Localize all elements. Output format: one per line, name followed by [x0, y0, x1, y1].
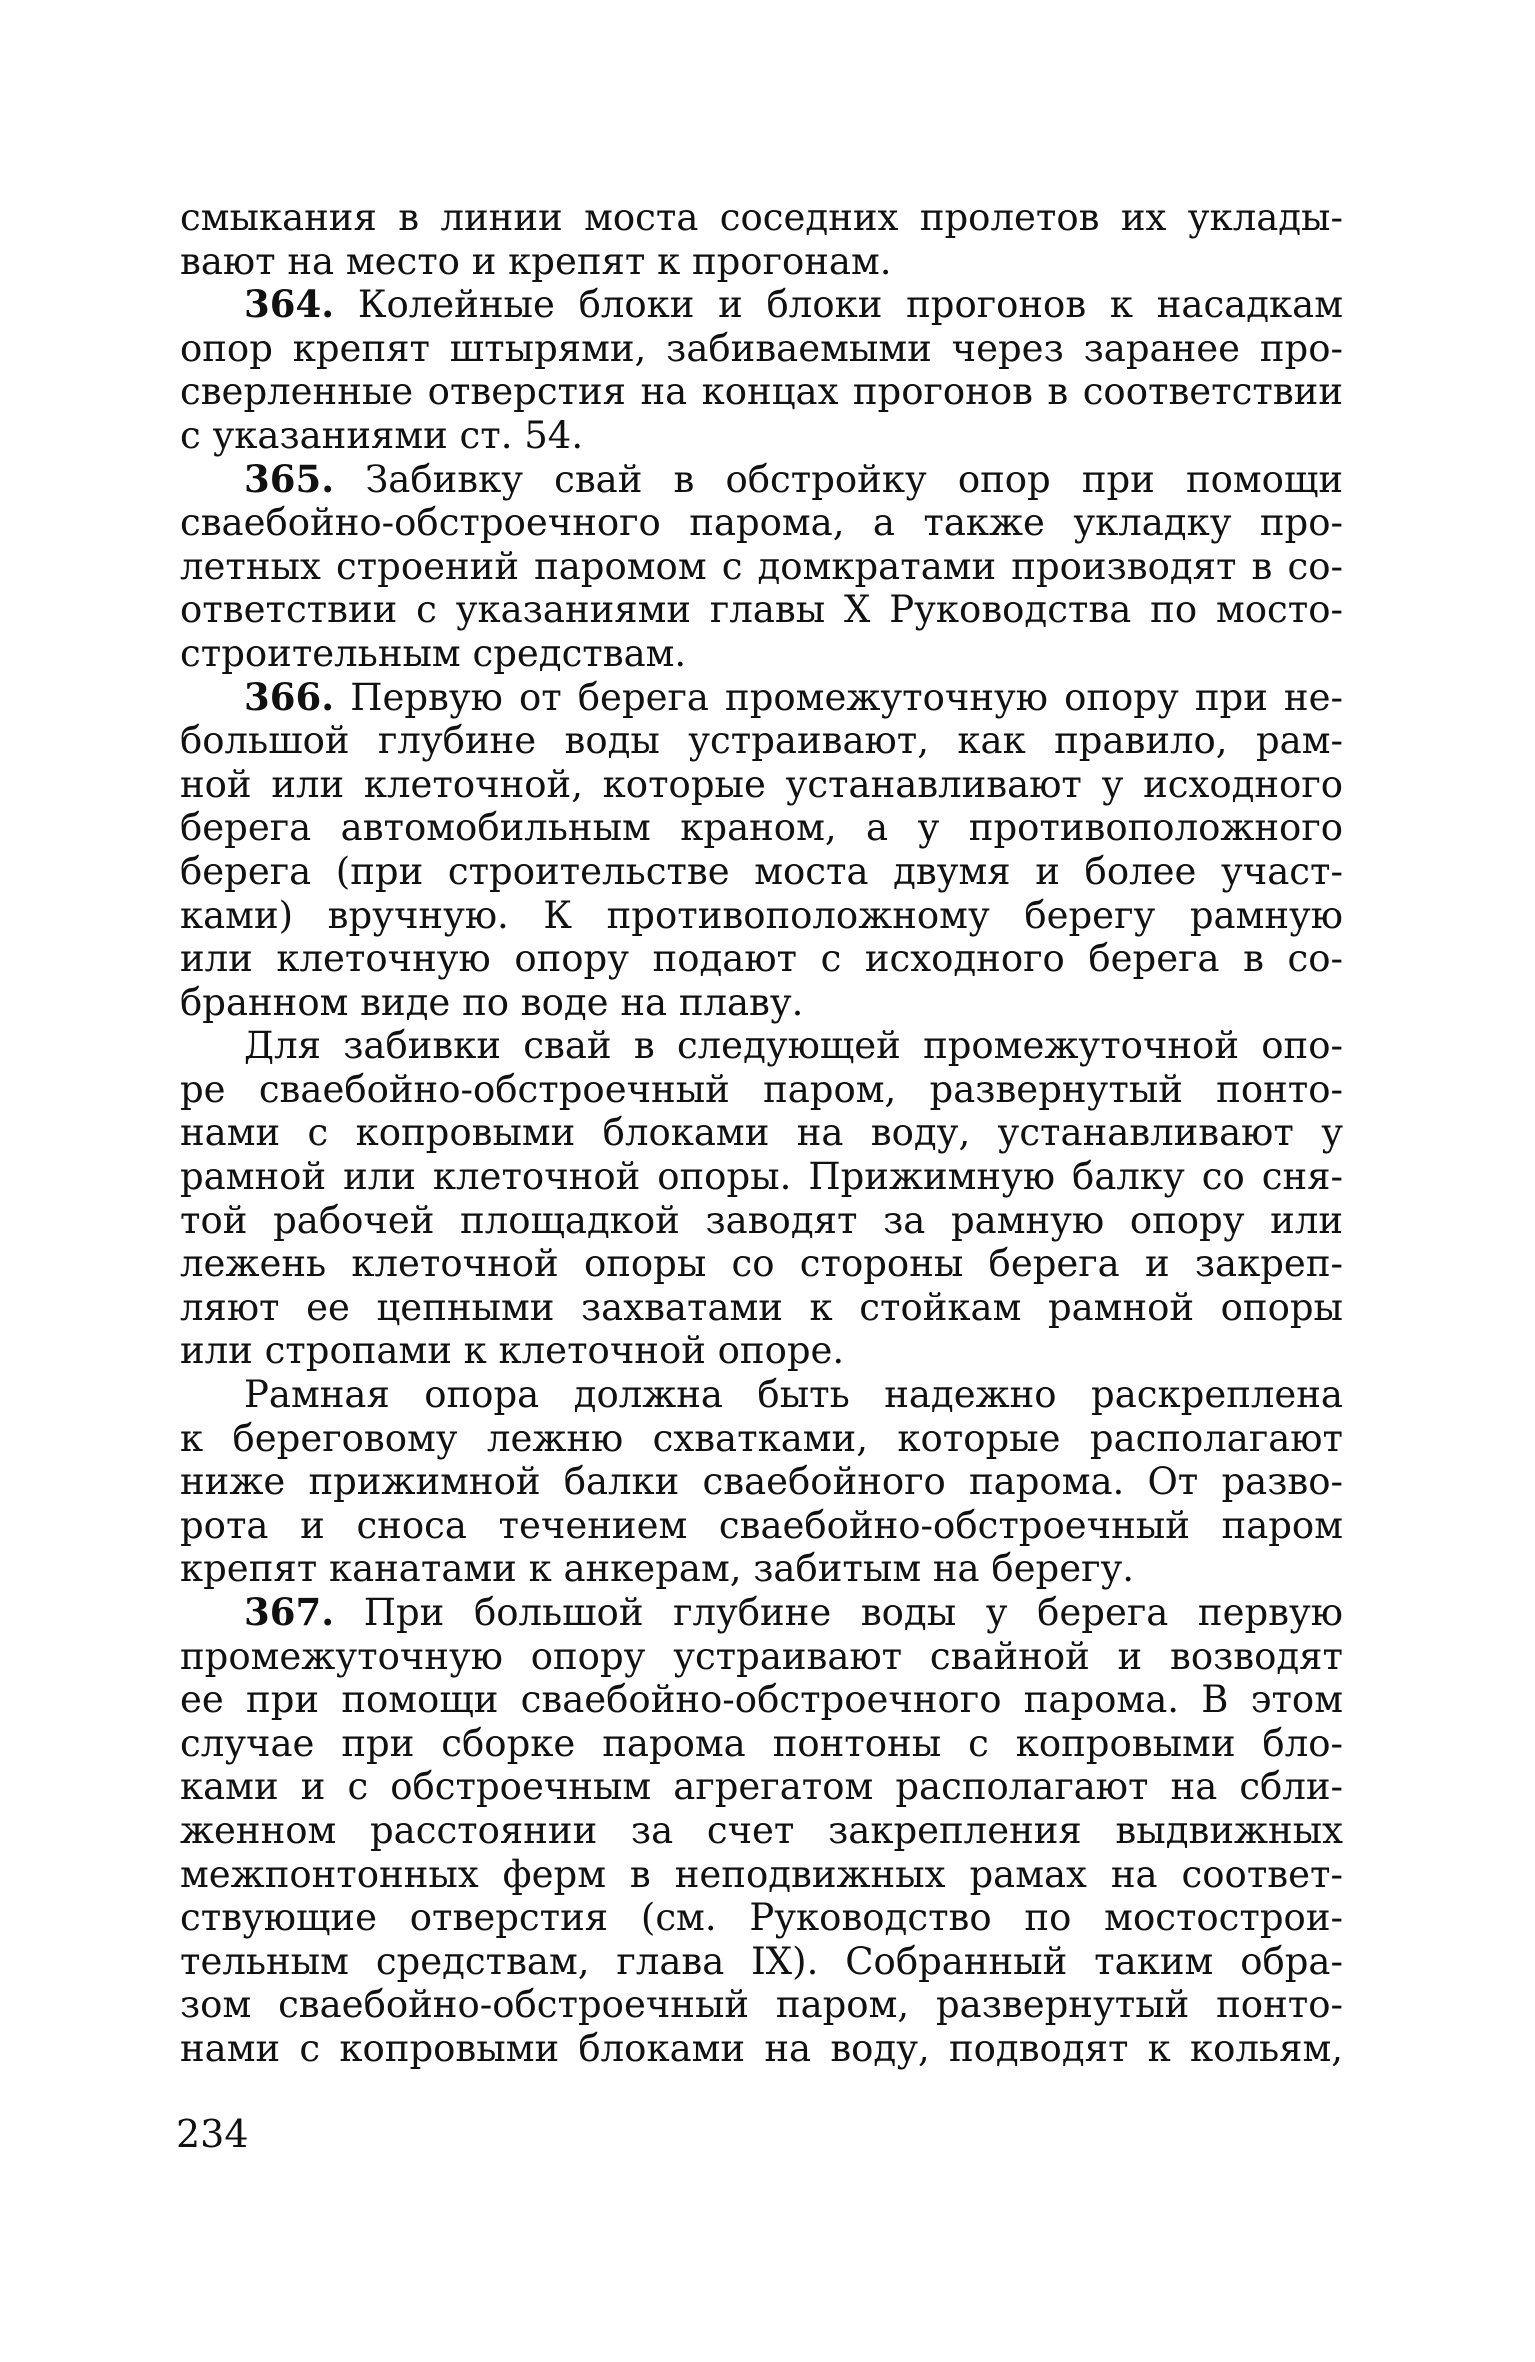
text-line: [180, 1896, 1343, 1940]
text-line: [180, 1329, 1343, 1373]
text-line: [180, 1417, 1343, 1461]
line-text: опор крепят штырями, забиваемыми через заранее про-: [180, 326, 1343, 370]
text-line: [180, 1111, 1343, 1155]
text-line: [180, 1199, 1343, 1243]
line-text: с указаниями ст. 54.: [180, 413, 584, 457]
text-line: [180, 1635, 1343, 1679]
paragraph-number: 364.: [244, 283, 335, 327]
text-line: [180, 1853, 1343, 1897]
text-line: [180, 370, 1343, 414]
text-line: [180, 545, 1343, 589]
line-text: рота и сноса течением сваебойно-обстроечный паром: [180, 1503, 1343, 1547]
line-text: ками) вручную. К противоположному берегу рамную: [180, 893, 1343, 937]
line-text: При большой глубине воды у берега первую: [334, 1591, 1343, 1634]
text-line: [180, 719, 1343, 763]
text-line: [180, 1286, 1343, 1330]
line-text: берега (при строительстве моста двумя и более участ-: [180, 849, 1343, 893]
line-text: зом сваебойно-обстроечный паром, развернутый понто-: [180, 1983, 1343, 2027]
line-text: берега автомобильным краном, а у противоположного: [180, 806, 1343, 850]
line-text: нами с копровыми блоками на воду, устанавливают у: [180, 1111, 1343, 1155]
line-text: большой глубине воды устраивают, как правило, рам-: [180, 719, 1343, 763]
line-text: бранном виде по воде на плаву.: [180, 980, 804, 1024]
text-line: [180, 414, 1343, 458]
line-text: ответствии с указаниями главы X Руководства по мосто-: [180, 588, 1343, 632]
text-line: [180, 632, 1343, 676]
line-text: той рабочей площадкой заводят за рамную опору или: [180, 1198, 1343, 1242]
line-text: случае при сборке парома понтоны с копровыми бло-: [180, 1721, 1343, 1765]
line-text: ной или клеточной, которые устанавливают у исходного: [180, 762, 1343, 806]
text-line: [180, 240, 1343, 284]
line-text: ее при помощи сваебойно-обстроечного парома. В этом: [180, 1678, 1343, 1722]
text-line: [180, 1591, 1343, 1635]
line-text: ствующие отверстия (см. Руководство по мостострои-: [180, 1896, 1343, 1940]
line-text: или стропами к клеточной опоре.: [180, 1329, 845, 1373]
text-line: [180, 937, 1343, 981]
page-number: 234: [176, 2112, 249, 2156]
text-line: [180, 676, 1343, 720]
text-line: [180, 1940, 1343, 1984]
text-line: [180, 1678, 1343, 1722]
text-line: [180, 1373, 1343, 1417]
line-text: ре сваебойно-обстроечный паром, развернутый понто-: [180, 1067, 1343, 1111]
line-text: ниже прижимной балки сваебойного парома. От разво-: [180, 1460, 1343, 1504]
text-line: [180, 1809, 1343, 1853]
line-text: крепят канатами к анкерам, забитым на берегу.: [180, 1547, 1135, 1591]
text-line: [180, 1068, 1343, 1112]
line-text: смыкания в линии моста соседних пролетов их уклады-: [180, 196, 1343, 239]
paragraph-number: 365.: [244, 457, 335, 501]
line-text: Рамная опора должна быть надежно раскреплена: [244, 1373, 1343, 1417]
line-text: женном расстоянии за счет закрепления выдвижных: [180, 1808, 1343, 1852]
line-text: межпонтонных ферм в неподвижных рамах на соответ-: [180, 1852, 1343, 1896]
text-line: [180, 1983, 1343, 2027]
line-text: или клеточную опору подают с исходного берега в со-: [180, 937, 1343, 981]
text-line: [180, 763, 1343, 807]
text-line: [180, 1024, 1343, 1068]
text-line: [180, 1504, 1343, 1548]
text-line: [180, 1547, 1343, 1591]
text-line: [180, 588, 1343, 632]
line-text: промежуточную опору устраивают свайной и возводят: [180, 1634, 1343, 1678]
text-line: [180, 894, 1343, 938]
text-line: [180, 1765, 1343, 1809]
line-text: Первую от берега промежуточную опору при не-: [334, 675, 1343, 719]
paragraph-number: 367.: [244, 1591, 335, 1634]
line-text: ляют ее цепными захватами к стойкам рамной опоры: [180, 1285, 1343, 1329]
text-line: [180, 806, 1343, 850]
text-line: [180, 283, 1343, 327]
text-line: [180, 2027, 1343, 2071]
text-line: [180, 1460, 1343, 1504]
text-line: [180, 501, 1343, 545]
text-line: [180, 981, 1343, 1025]
text-line: [180, 196, 1343, 240]
line-text: Колейные блоки и блоки прогонов к насадкам: [334, 283, 1343, 327]
text-line: [180, 1722, 1343, 1766]
line-text: к береговому лежню схватками, которые располагают: [180, 1416, 1343, 1460]
line-text: Для забивки свай в следующей промежуточной опо-: [244, 1024, 1343, 1068]
text-line: [180, 850, 1343, 894]
text-line: [180, 327, 1343, 371]
line-text: Забивку свай в обстройку опор при помощи: [334, 457, 1343, 501]
line-text: лежень клеточной опоры со стороны берега и закреп-: [180, 1242, 1343, 1286]
line-text: сверленные отверстия на концах прогонов в соответствии: [180, 370, 1343, 414]
line-text: тельным средствам, глава IX). Собранный таким обра-: [180, 1939, 1343, 1983]
line-text: вают на место и крепят к прогонам.: [180, 239, 892, 283]
line-text: летных строений паромом с домкратами производят в со-: [180, 544, 1343, 588]
text-line: [180, 1242, 1343, 1286]
text-line: [180, 458, 1343, 502]
line-text: строительным средствам.: [180, 631, 687, 675]
line-text: ками и с обстроечным агрегатом располагают на сбли-: [180, 1765, 1343, 1809]
line-text: рамной или клеточной опоры. Прижимную балку со сня-: [180, 1155, 1343, 1199]
line-text: нами с копровыми блоками на воду, подводят к кольям,: [180, 2026, 1343, 2070]
text-line: [180, 1155, 1343, 1199]
line-text: сваебойно-обстроечного парома, а также укладку про-: [180, 501, 1343, 545]
page-text: [180, 196, 1343, 2071]
paragraph-number: 366.: [244, 675, 335, 719]
